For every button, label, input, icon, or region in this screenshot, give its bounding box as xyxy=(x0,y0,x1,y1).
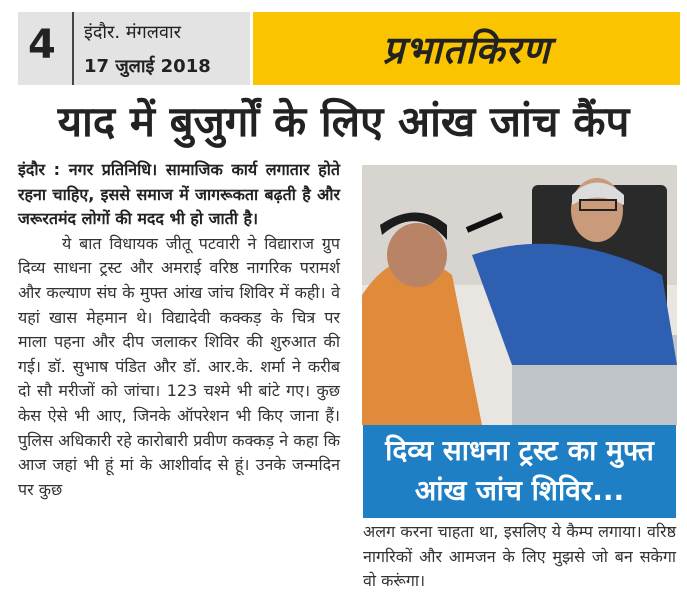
city-day: इंदौर. मंगलवार xyxy=(84,22,181,43)
issue-date: 17 जुलाई 2018 xyxy=(84,56,211,77)
headline: याद में बुजुर्गों के लिए आंख जांच कैंप xyxy=(57,97,630,146)
article-lead: इंदौर : नगर प्रतिनिधि। सामाजिक कार्य लगातार होते रहना चाहिए, इससे समाज में जागरूकता बढ़ती है और जरूरतमंद लोगों की मदद भी हो जाती है। xyxy=(18,160,340,229)
article-column xyxy=(18,158,340,502)
article-continued: अलग करना चाहता था, इसलिए ये कैम्प लगाया। वरिष्ठ नागरिकों और आमजन के लिए मुझसे जो बन सकेगा वो करूंगा। xyxy=(363,522,676,591)
page-number: 4 xyxy=(28,22,56,68)
page-info-box xyxy=(18,12,250,85)
divider xyxy=(72,12,74,85)
news-photo xyxy=(362,165,677,425)
photo-caption: दिव्य साधना ट्रस्ट का मुफ्त आंख जांच शिविर... xyxy=(363,425,676,518)
article-body: ये बात विधायक जीतू पटवारी ने विद्याराज ग्रुप दिव्य साधना ट्रस्ट और अमराई वरिष्ठ नागरिक परामर्श और कल्याण संघ के मुफ्त आंख जांच शिविर में कही। वे यहां खास मेहमान थे। विद्यादेवी कक्कड़ के चित्र पर माला पहना और दीप जलाकर शिविर की शुरुआत की गई। डॉ. सुभाष पंडित और डॉ. आर.के. शर्मा ने करीब दो सौ मरीजों को जांचा। 123 चश्मे भी बांटे गए। कुछ केस ऐसे भी आए, जिनके ऑपरेशन भी किए जाना हैं। पुलिस अधिकारी रहे कारोबारी प्रवीण कक्कड़ ने कहा कि आज जहां भी हूं मां के आशीर्वाद से हूं। उनके जन्मदिन पर कुछ xyxy=(18,233,340,499)
masthead xyxy=(253,12,680,85)
masthead-logo: प्रभातकिरण xyxy=(382,27,551,72)
eye-exam-photo xyxy=(362,165,677,425)
